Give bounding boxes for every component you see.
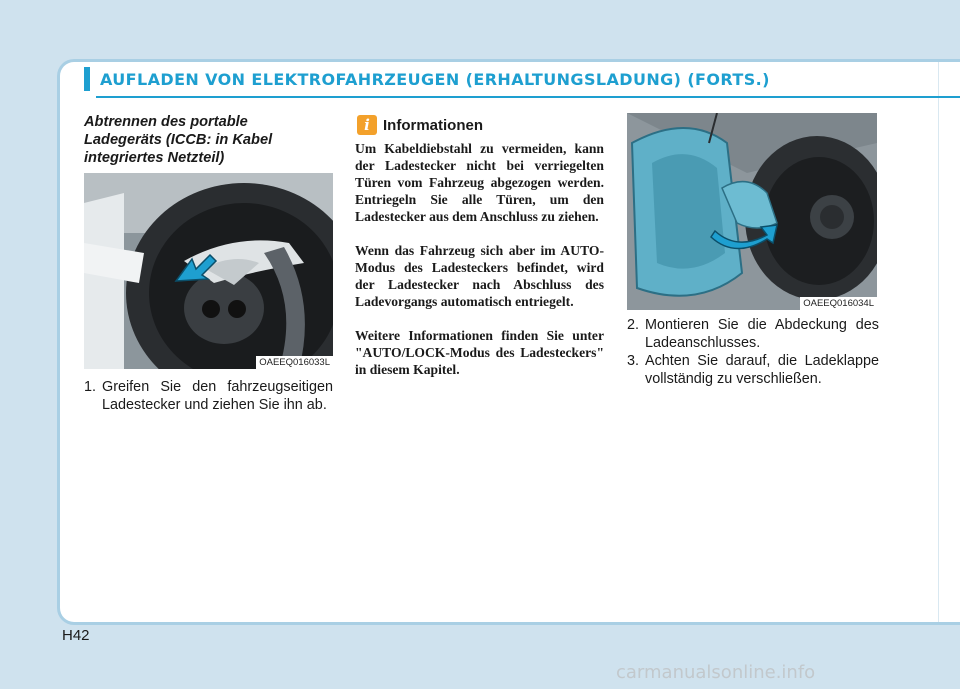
info-title: Informationen bbox=[383, 117, 483, 134]
step-number: 1. bbox=[84, 379, 97, 395]
watermark: carmanualsonline.info bbox=[616, 662, 816, 683]
figure-label: OAEEQ016033L bbox=[256, 356, 333, 369]
step-text: Greifen Sie den fahrzeugseitigen Ladestecker und ziehen Sie ihn ab. bbox=[102, 379, 333, 413]
step-text: Montieren Sie die Abdeckung des Ladeanschlusses. bbox=[645, 317, 879, 351]
figure-charging-plug bbox=[84, 173, 333, 369]
step-number: 3. bbox=[627, 353, 640, 369]
page-margin-line bbox=[938, 62, 939, 622]
info-icon: i bbox=[357, 115, 377, 135]
step-1 bbox=[84, 378, 333, 414]
figure-charging-flap bbox=[627, 113, 877, 310]
step-text: Achten Sie darauf, die Ladeklappe vollständig zu verschließen. bbox=[645, 353, 879, 387]
title-accent-bar bbox=[84, 67, 90, 91]
page-number: H42 bbox=[62, 627, 90, 644]
left-subheading: Abtrennen des portable Ladegeräts (ICCB: in Kabel integriertes Netzteil) bbox=[84, 114, 273, 166]
info-paragraph: Um Kabeldiebstahl zu vermeiden, kann der Ladestecker nicht bei verriegelten Türen vom Fahrzeug abgezogen werden. Entriegeln Sie alle Türen, um den Ladestecker aus dem Anschluss zu ziehen. bbox=[355, 141, 604, 224]
step-number: 2. bbox=[627, 317, 640, 333]
title-underline bbox=[96, 96, 960, 98]
step-2 bbox=[627, 316, 879, 352]
info-paragraph: Wenn das Fahrzeug sich aber im AUTO-Modus des Ladesteckers befindet, wird der Ladestecker nach Abschluss des Ladevorgangs automatisch entriegelt. bbox=[355, 243, 604, 309]
section-title: AUFLADEN VON ELEKTROFAHRZEUGEN (ERHALTUNGSLADUNG) (FORTS.) bbox=[100, 70, 770, 89]
step-3 bbox=[627, 352, 879, 388]
figure-label: OAEEQ016034L bbox=[800, 297, 877, 310]
info-paragraph: Weitere Informationen finden Sie unter "AUTO/LOCK-Modus des Ladesteckers" in diesem Kapitel. bbox=[355, 328, 604, 377]
